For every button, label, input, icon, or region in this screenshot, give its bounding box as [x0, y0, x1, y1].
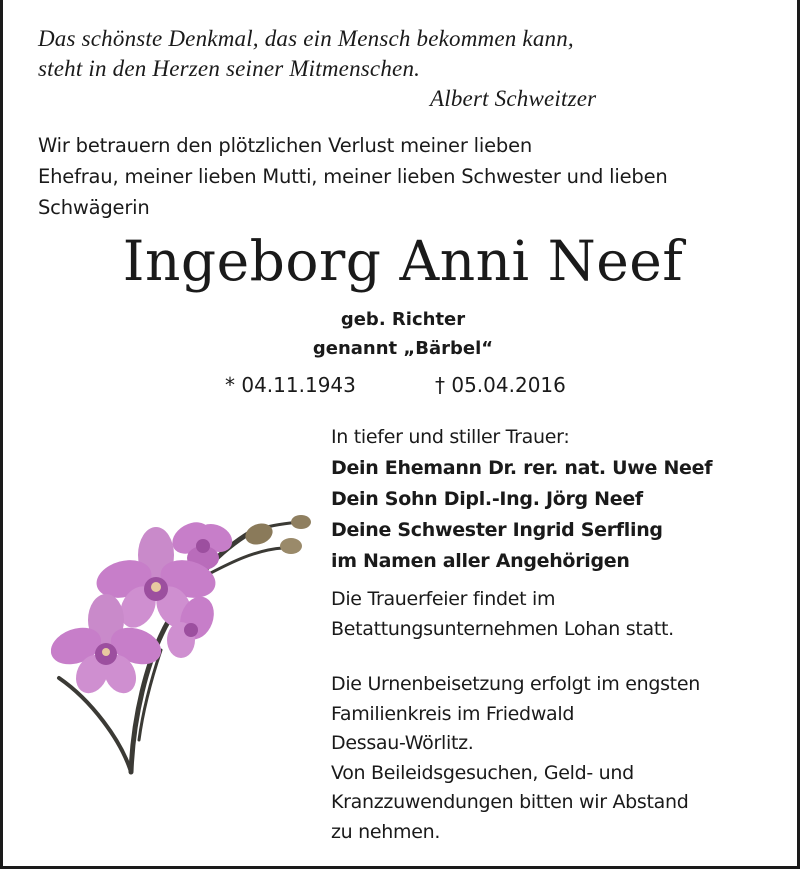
death-date: † 05.04.2016	[435, 373, 566, 397]
funeral-notice	[331, 585, 791, 644]
intro-line: Wir betrauern den plötzlichen Verlust meiner lieben	[38, 134, 533, 157]
burial-notice	[331, 670, 791, 847]
intro-text	[38, 130, 778, 223]
quote-line: Das schönste Denkmal, das ein Mensch bekommen kann,	[38, 26, 574, 51]
funeral-line: Betattungsunternehmen Lohan statt.	[331, 617, 674, 640]
burial-line: Von Beileidsgesuchen, Geld- und	[331, 761, 634, 784]
mourner-name: Dein Ehemann Dr. rer. nat. Uwe Neef	[331, 457, 713, 479]
birth-date: * 04.11.1943	[225, 373, 356, 397]
quote-author: Albert Schweitzer	[430, 86, 597, 111]
burial-line: Kranzzuwendungen bitten wir Abstand	[331, 791, 689, 813]
mourner-name: im Namen aller Angehörigen	[331, 550, 630, 572]
mourners-heading: In tiefer und stiller Trauer:	[331, 426, 570, 448]
funeral-line: Die Trauerfeier findet im	[331, 588, 556, 610]
burial-line: Familienkreis im Friedwald	[331, 702, 575, 725]
mourner-name: Deine Schwester Ingrid Serfling	[331, 519, 663, 541]
birth-name: geb. Richter	[340, 309, 466, 330]
quote-line: steht in den Herzen seiner Mitmenschen.	[38, 56, 421, 81]
mourners-block	[331, 422, 791, 577]
deceased-name: Ingeborg Anni Neef	[122, 229, 684, 293]
mourner-name: Dein Sohn Dipl.-Ing. Jörg Neef	[331, 488, 643, 510]
intro-line: Ehefrau, meiner lieben Mutti, meiner lieben Schwester und lieben	[38, 165, 668, 188]
burial-line: Die Urnenbeisetzung erfolgt im engsten	[331, 673, 700, 695]
nickname: genannt „Bärbel“	[312, 338, 494, 359]
orchid-illustration-icon	[51, 510, 321, 780]
burial-line: zu nehmen.	[331, 820, 441, 843]
memorial-quote	[38, 24, 778, 114]
intro-line: Schwägerin	[38, 196, 150, 219]
burial-line: Dessau-Wörlitz.	[331, 732, 474, 754]
